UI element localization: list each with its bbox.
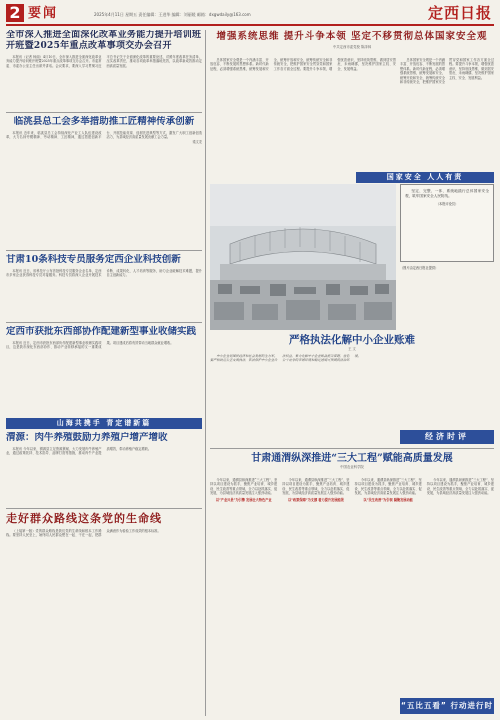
quote-box <box>400 184 494 262</box>
lead-headline: 全市深入推进全面深化改革业务能力提升培训班开班暨2025年重点改革事项交办会召开 <box>6 30 202 51</box>
bottom-header <box>210 452 494 474</box>
bottom-headline: 甘肃通渭纵深推进“三大工程”赋能高质量发展 <box>251 453 453 464</box>
divider <box>6 508 202 509</box>
article-dongxi <box>6 326 202 416</box>
commentary-body: 中小企业是国民经济和社会发展的生力军。要严格规范公正文明执法，依法保护中小企业合法权益，着力化解中小企业账款拖欠难题，营造公平竞争的市场环境和稳定透明可预期的法治环境。 <box>210 354 361 363</box>
column-divider <box>205 30 206 716</box>
article-body: 本报讯 近年来，临洮县总工会持续深化产业工人队伍建设改革，大力弘扬劳模精神、劳动精神、工匠精神，通过搭建创新平台、开展技能竞赛、选树先进典型等方式，激发广大职工创新创造活力，为县域经济高质量发展贡献工会力量。 梁文龙 <box>6 131 202 144</box>
photo-caption: （图片由定西日报社提供） <box>400 266 439 270</box>
article-body: （上接第一版）党的群众路线是我们党的生命线和根本工作路线。要坚持人民至上，始终同人民群众想在一起、干在一起，把群众满意作为检验工作成效的根本标准。 <box>6 529 161 538</box>
article-weiyuan <box>6 432 202 506</box>
section-name: 要闻 <box>28 6 59 21</box>
stadium-illustration <box>210 184 396 330</box>
article-body: 本报讯 近日，定西市获批东西部协作配建新型事业收储实践项目，这是我市深化东西部协作、推动产业转移承接的又一重要成果。项目建成后将有效带动当地群众就业增收。 <box>6 341 174 350</box>
feature-body-top: 总体国家安全观是一个内涵丰富、开放包容、不断发展的思想体系。新时代新征程，必须增强系统思维，统筹发展和安全，统筹开放和安全，统筹传统安全和非传统安全，把维护国家安全贯穿党和国家工作各方面全过程。要提升斗争本领，增强忧患意识，坚持底线思维，做到居安思危、未雨绸缪，坚决维护国家主权、安全、发展利益。 <box>210 58 396 71</box>
feature-body-side: 总体国家安全观是一个内涵丰富、开放包容、不断发展的思想体系。新时代新征程，必须增强系统思维，统筹发展和安全，统筹开放和安全，统筹传统安全和非传统安全，把维护国家安全贯穿党和国家工作各方面全过程。要提升斗争本领，增强忧患意识，坚持底线思维，做到居安思危、未雨绸缪，坚决维护国家主权、安全、发展利益。 <box>400 58 494 85</box>
divider <box>6 250 202 251</box>
quote-text: 坚定、完整、一体、系统地践行总体国家安全观，筑牢国家安全人民防线。 <box>405 189 489 199</box>
article-headline: 临洮县总工会多举措助推工匠精神传承创新 <box>13 116 195 127</box>
lead-article <box>6 30 202 90</box>
divider <box>6 322 202 323</box>
lead-body: 本报讯（记者 杨丽）4月10日，全市深入推进全面深化改革业务能力提升培训班开班暨2025年重点改革事项交办会召开。市委常委、市委办公室主任出席并讲话。会议要求，要深入学习贯彻习近平总书记关于全面深化改革的重要论述，对照年度改革任务清单，压实改革责任，推动各项改革举措落地见效，以改革新成效推动定西高质量发展。 <box>6 55 202 68</box>
article-keji <box>6 254 202 319</box>
commentary-byline: 王 文 <box>348 347 356 351</box>
article-headline: 渭源：肉牛养殖鼓励力养殖户增产增收 <box>6 432 168 443</box>
page-number: 2 <box>6 4 24 22</box>
divider <box>210 448 494 449</box>
article-qunzhong <box>6 512 202 716</box>
bottom-byline: 中国农业科学院 <box>340 465 364 469</box>
page-header <box>6 4 494 26</box>
stadium-photo <box>210 184 396 330</box>
review-banner: 经济时评 <box>400 430 494 444</box>
feature-byline: 中共定西市委党校 陈泽林 <box>332 45 372 49</box>
commentary-headline: 严格执法化解中小企业账难 <box>289 334 415 346</box>
article-headline: 走好群众路线这条党的生命线 <box>6 512 162 525</box>
security-banner: 国家安全 人人有责 <box>356 172 494 183</box>
divider <box>6 112 202 113</box>
article-headline: 定西市获批东西部协作配建新型事业收储实践 <box>6 326 197 337</box>
feature-headline: 增强系统思维 提升斗争本领 坚定不移贯彻总体国家安全观 <box>216 31 488 42</box>
commentary-header <box>210 334 494 352</box>
article-body: 本报讯 近日，省科技厅公布首批科技专员服务企业名单，定西市多家企业获得科技专员对接服务。科技专员将深入企业开展技术诊断、成果转化、人才培育等服务，助力企业破解技术难题，提升自主创新能力。 <box>6 269 202 278</box>
bottom-body: 今年以来，通渭县纵深推进“三大工程”，坚持以项目建设为抓手，聚焦产业培育、城乡建设、民生改善等重点领域，全力以赴抓落实、促发展，为县域经济高质量发展注入强劲动能。 以“产业兴县”为引擎 发展壮大特色产业 今年以来，通渭县纵深推进“三大工程”，坚持以项目建设为抓手，聚焦产业培育、城乡建设、民生改善等重点领域，全力以赴抓落实、促发展，为县域经济高质量发展注入强劲动能。 以“政策保障”为支撑 着力提升发展能级 今年以来，通渭县纵深推进“三大工程”，坚持以项目建设为抓手，聚焦产业培育、城乡建设、民生改善等重点领域，全力以赴抓落实、促发展，为县域经济高质量发展注入强劲动能。 以“民生改善”为引领 凝聚发展动能 今年以来，通渭县纵深推进“三大工程”，坚持以项目建设为抓手，聚焦产业培育、城乡建设、民生改善等重点领域，全力以赴抓落实、促发展，为县域经济高质量发展注入强劲动能。 <box>210 478 494 502</box>
section-band: 山海共携手 青定谱新篇 <box>6 418 202 429</box>
article-body: 本报讯 今年以来，渭源县立足资源禀赋，大力发展肉牛养殖产业，通过政策扶持、技术指导、品牌打造等措施，推动肉牛产业提质增效，带动养殖户稳定增收。 <box>6 447 152 456</box>
issue-meta: 2025年4月11日 星期五 责任编辑：王进华 编辑：刘丽媛 邮箱：dxgwdaily@163.com <box>94 12 251 17</box>
quote-author: （本报评论员） <box>435 202 459 207</box>
feature-header <box>210 30 494 54</box>
article-headline: 甘肃10条科技专员服务定西企业科技创新 <box>6 254 181 265</box>
campaign-slogan: “五比五看” 行动进行时 <box>400 698 494 714</box>
masthead-logo: 定西日报 <box>427 4 492 22</box>
article-linzhao <box>6 116 202 226</box>
